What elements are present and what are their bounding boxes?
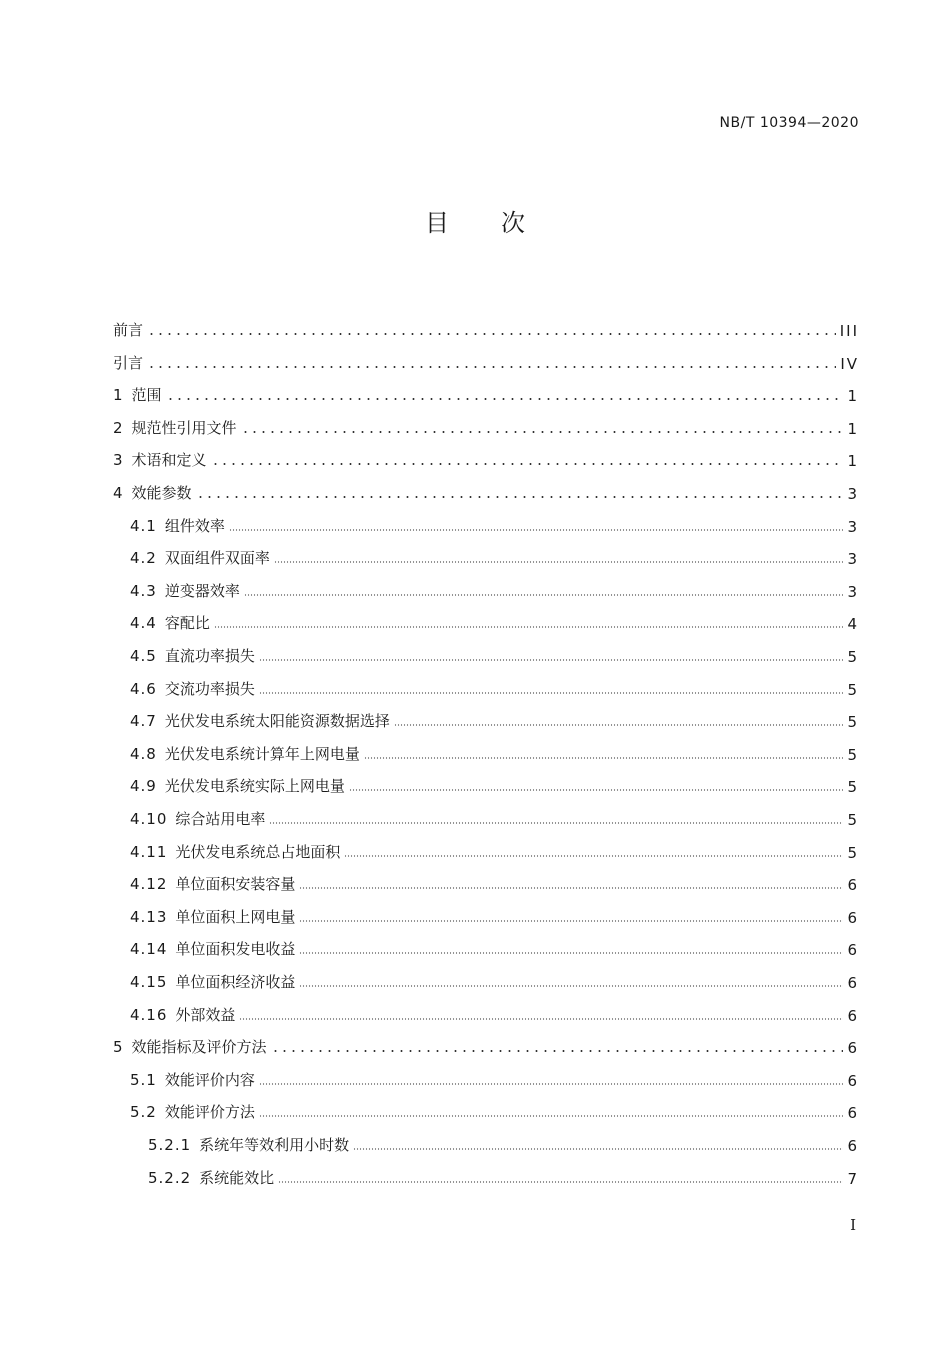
toc-entry-number: 4.2	[130, 549, 157, 568]
toc-entry[interactable]	[113, 514, 859, 536]
toc-entry-text: 逆变器效率	[164, 581, 240, 600]
toc-entry[interactable]	[113, 383, 859, 405]
toc-entry-page: 6	[847, 974, 859, 992]
dot-leader	[241, 431, 844, 433]
toc-entry-page: 5	[847, 745, 859, 764]
toc-entry-label	[148, 1167, 274, 1188]
toc-entry-page: III	[839, 322, 859, 340]
toc-entry-page: 3	[847, 550, 859, 569]
toc-entry-number: 4.16	[130, 1005, 168, 1024]
toc-entry-label	[148, 1134, 349, 1155]
toc-entry[interactable]	[113, 774, 859, 796]
toc-entry-number: 4.4	[130, 614, 157, 633]
dot-leader	[271, 1050, 844, 1052]
toc-entry-text: 光伏发电系统实际上网电量	[164, 777, 345, 796]
toc-entry-number: 4	[113, 484, 124, 502]
toc-entry[interactable]	[113, 970, 859, 992]
dot-leader	[259, 1083, 844, 1085]
toc-entry[interactable]	[113, 644, 859, 666]
toc-entry[interactable]	[113, 546, 859, 568]
toc-entry-number: 4.5	[130, 647, 157, 665]
dot-leader	[364, 757, 844, 759]
toc-entry-label	[130, 580, 240, 601]
toc-entry-text: 组件效率	[164, 516, 225, 535]
dot-leader	[259, 692, 844, 694]
toc-entry-label	[130, 971, 295, 992]
toc-entry-page: 3	[847, 485, 859, 503]
dot-leader	[196, 496, 844, 498]
toc-entry-label	[130, 775, 345, 796]
toc-entry[interactable]	[113, 905, 859, 927]
toc-entry-number: 4.14	[130, 940, 168, 959]
toc-entry-label	[113, 352, 143, 373]
toc-entry-text: 效能参数	[131, 484, 192, 502]
toc-entry-number: 5.2.1	[148, 1136, 192, 1154]
toc-entry-page: 5	[847, 843, 859, 862]
toc-entry-text: 光伏发电系统太阳能资源数据选择	[164, 712, 390, 731]
toc-entry-number: 4.8	[130, 744, 157, 763]
toc-entry-text: 前言	[113, 321, 144, 339]
toc-entry-page: 5	[847, 778, 859, 797]
toc-entry-text: 光伏发电系统总占地面积	[175, 842, 341, 861]
dot-leader	[244, 594, 844, 596]
toc-entry-number: 4.10	[130, 810, 168, 828]
toc-entry-text: 直流功率损失	[164, 647, 255, 665]
toc-entry-label	[130, 678, 255, 699]
toc-entry[interactable]	[113, 677, 859, 699]
toc-entry-number: 4.13	[130, 907, 168, 926]
toc-entry-text: 单位面积经济收益	[175, 973, 296, 991]
dot-leader	[239, 1018, 843, 1020]
toc-entry-page: 6	[847, 908, 859, 927]
toc-entry[interactable]	[113, 840, 859, 862]
dot-leader	[349, 789, 844, 791]
toc-entry[interactable]	[113, 709, 859, 731]
toc-entry-label	[113, 449, 207, 470]
toc-entry-label	[130, 938, 295, 959]
toc-entry-page: 1	[847, 419, 859, 438]
dot-leader	[278, 1181, 843, 1183]
toc-entry-number: 4.11	[130, 842, 168, 861]
toc-entry-text: 范围	[131, 386, 162, 405]
toc-entry[interactable]	[113, 448, 859, 470]
toc-entry-text: 系统能效比	[199, 1168, 275, 1187]
toc-entry[interactable]	[113, 1133, 859, 1155]
toc-entry-label	[113, 417, 237, 438]
toc-entry-label	[113, 319, 143, 340]
toc-entry-text: 综合站用电率	[175, 810, 266, 828]
toc-entry-label	[130, 645, 255, 666]
toc-entry-number: 5.2	[130, 1103, 157, 1122]
toc-entry-number: 5.1	[130, 1070, 157, 1089]
toc-entry-number: 4.6	[130, 679, 157, 698]
toc-entry-text: 外部效益	[175, 1005, 236, 1024]
toc-entry-label	[130, 710, 390, 731]
toc-entry[interactable]	[113, 611, 859, 633]
toc-entry-number: 4.7	[130, 712, 157, 731]
toc-entry[interactable]	[113, 872, 859, 894]
toc-entry-page: 5	[847, 811, 859, 829]
toc-entry-text: 系统年等效利用小时数	[199, 1136, 350, 1154]
toc-entry-number: 4.9	[130, 777, 157, 796]
dot-leader	[147, 333, 836, 335]
toc-entry-page: 1	[847, 387, 859, 406]
toc-entry-label	[130, 873, 295, 894]
toc-entry-number: 1	[113, 386, 124, 405]
dot-leader	[211, 463, 844, 465]
toc-entry-page: 5	[847, 680, 859, 699]
dot-leader	[214, 626, 844, 628]
toc-entry-text: 单位面积安装容量	[175, 875, 296, 894]
toc-entry-number: 4.15	[130, 973, 168, 991]
toc-entry-label	[130, 515, 225, 536]
toc-entry[interactable]	[113, 742, 859, 764]
toc-entry-text: 双面组件双面率	[164, 549, 270, 568]
toc-entry-page: 5	[847, 648, 859, 666]
toc-entry-page: 6	[847, 876, 859, 895]
toc-entry-text: 规范性引用文件	[131, 418, 237, 437]
toc-entry[interactable]	[113, 937, 859, 959]
dot-leader	[353, 1148, 843, 1150]
dot-leader	[299, 952, 843, 954]
toc-entry[interactable]	[113, 351, 859, 373]
toc-entry-label	[130, 841, 340, 862]
dot-leader	[259, 659, 844, 661]
standard-code: NB/T 10394—2020	[719, 115, 859, 131]
toc-entry-text: 交流功率损失	[164, 679, 255, 698]
toc-entry[interactable]	[113, 416, 859, 438]
dot-leader	[344, 855, 843, 857]
toc-entry-page: 6	[847, 1006, 859, 1025]
toc-entry[interactable]	[113, 1166, 859, 1188]
toc-entry-label	[130, 547, 270, 568]
dot-leader	[299, 887, 843, 889]
toc-entry-label	[130, 808, 265, 829]
toc-entry-page: IV	[840, 354, 859, 373]
toc-entry-text: 引言	[113, 353, 144, 372]
page-title: 目次	[425, 209, 577, 237]
toc-entry-text: 单位面积发电收益	[175, 940, 296, 959]
toc-entry-text: 效能评价内容	[164, 1070, 255, 1089]
toc-entry[interactable]	[113, 318, 859, 340]
toc-entry-label	[113, 482, 192, 503]
toc-entry-text: 单位面积上网电量	[175, 907, 296, 926]
page-number: I	[850, 1216, 856, 1234]
toc-entry[interactable]	[113, 1068, 859, 1090]
toc-entry-page: 6	[847, 1071, 859, 1090]
toc-entry-label	[113, 1036, 267, 1057]
toc-entry-text: 效能指标及评价方法	[131, 1038, 267, 1057]
toc-entry-label	[113, 384, 162, 405]
dot-leader	[299, 985, 843, 987]
dot-leader	[166, 398, 844, 400]
dot-leader	[229, 529, 844, 531]
toc-entry-text: 光伏发电系统计算年上网电量	[164, 744, 360, 763]
toc-entry-number: 5.2.2	[148, 1168, 192, 1187]
toc-entry[interactable]	[113, 481, 859, 503]
toc-entry-text: 容配比	[164, 614, 210, 633]
toc-entry-number: 4.1	[130, 516, 157, 535]
toc-entry-page: 5	[847, 713, 859, 732]
toc-entry-number: 2	[113, 418, 124, 437]
toc-entry-number: 4.3	[130, 581, 157, 600]
toc-entry-number: 4.12	[130, 875, 168, 894]
toc-entry-page: 3	[847, 582, 859, 601]
toc-entry-page: 3	[847, 517, 859, 536]
toc-entry-page: 6	[847, 1039, 859, 1058]
toc-entry-page: 6	[847, 941, 859, 960]
dot-leader	[299, 920, 843, 922]
toc-entry-number: 3	[113, 451, 124, 470]
toc-entry-label	[130, 1069, 255, 1090]
toc-entry[interactable]	[113, 807, 859, 829]
toc-entry[interactable]	[113, 1003, 859, 1025]
toc-entry-text: 效能评价方法	[164, 1103, 255, 1122]
toc-entry-page: 7	[847, 1169, 859, 1188]
dot-leader	[394, 724, 844, 726]
toc-entry[interactable]	[113, 1100, 859, 1122]
toc-entry-label	[130, 1101, 255, 1122]
toc-entry-page: 4	[847, 615, 859, 634]
toc-entry[interactable]	[113, 579, 859, 601]
toc-entry-page: 1	[847, 452, 859, 471]
dot-leader	[147, 366, 836, 368]
toc-entry-label	[130, 1004, 235, 1025]
toc-entry-text: 术语和定义	[131, 451, 207, 470]
toc-entry-page: 6	[847, 1137, 859, 1155]
toc-entry-label	[130, 743, 360, 764]
toc-entry[interactable]	[113, 1035, 859, 1057]
dot-leader	[269, 822, 843, 824]
toc-entry-page: 6	[847, 1104, 859, 1123]
dot-leader	[259, 1115, 844, 1117]
toc-entry-label	[130, 612, 210, 633]
toc-entry-label	[130, 906, 295, 927]
dot-leader	[274, 561, 844, 563]
toc-entry-number: 5	[113, 1038, 124, 1057]
